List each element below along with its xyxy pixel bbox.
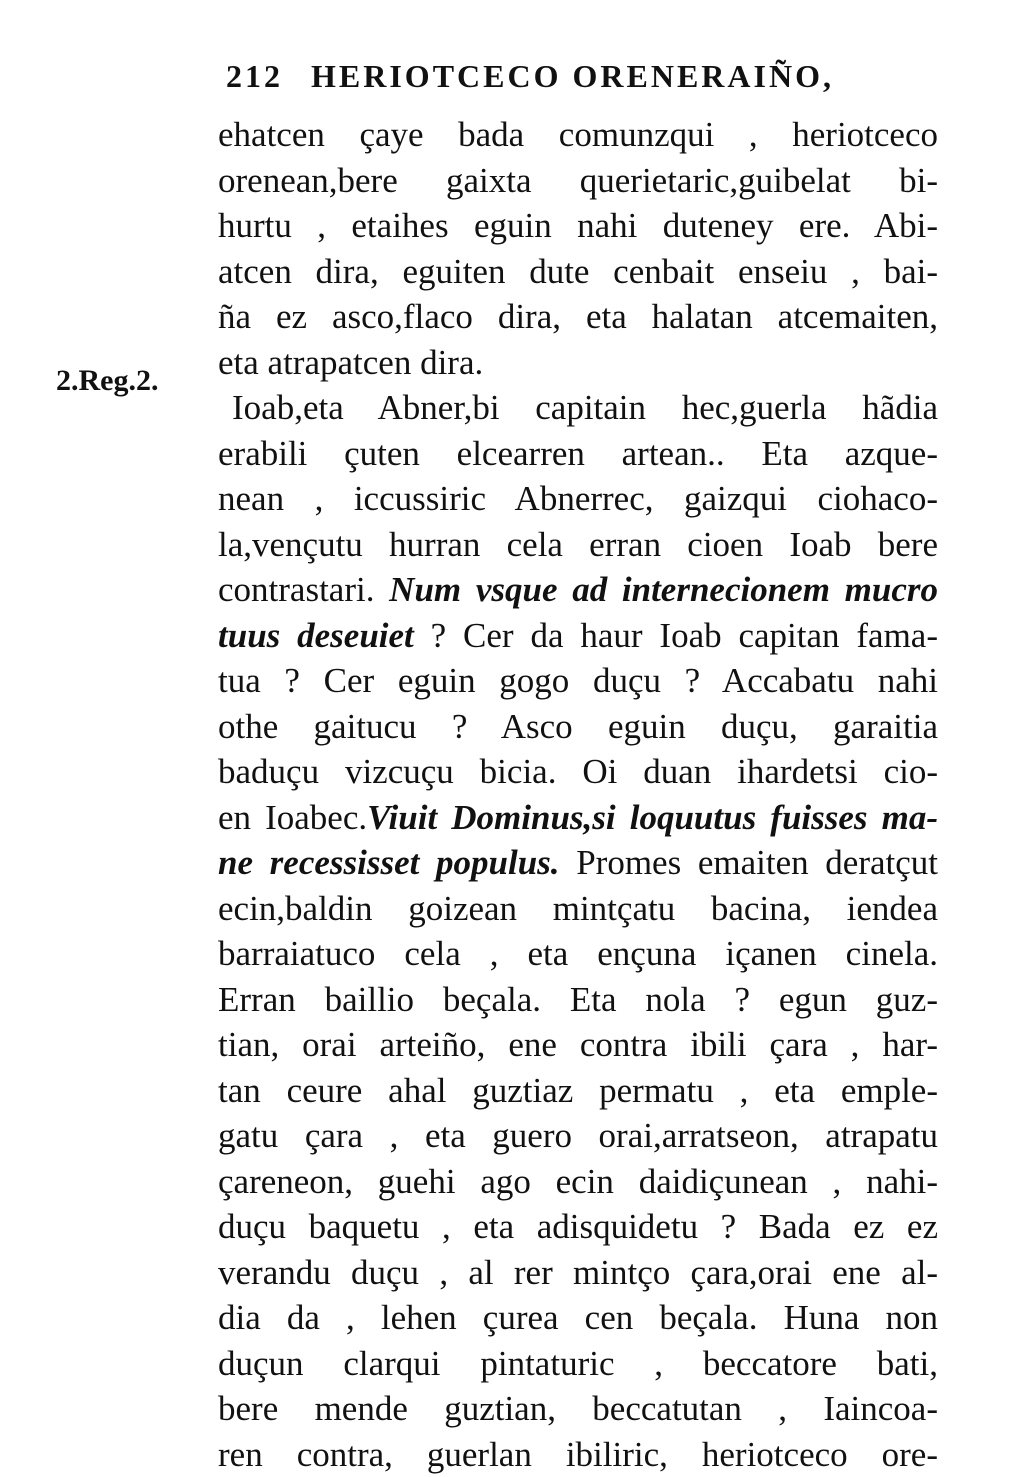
line-text: barraiatuco cela , eta ençuna içanen cinela. bbox=[218, 934, 938, 973]
line-text: tan ceure ahal guztiaz permatu , eta emple- bbox=[218, 1071, 938, 1110]
text-line bbox=[218, 340, 938, 386]
line-text: bere mende guztian, beccatutan , Iaincoa- bbox=[218, 1389, 938, 1428]
line-text: baduçu vizcuçu bicia. Oi duan ihardetsi cio- bbox=[218, 752, 938, 791]
text-line bbox=[218, 112, 938, 158]
line-text: tian, orai arteiño, ene contra ibili çara , har- bbox=[218, 1025, 938, 1064]
text-line bbox=[218, 294, 938, 340]
text-line bbox=[218, 1341, 938, 1387]
text-line bbox=[218, 385, 938, 431]
margin-reference: 2.Reg.2. bbox=[56, 364, 158, 398]
line-text: nean , iccussiric Abnerrec, gaizqui ciohaco- bbox=[218, 479, 938, 518]
body-text bbox=[218, 112, 938, 1477]
line-text: ? Cer da haur Ioab capitan fama- bbox=[414, 616, 938, 655]
text-line bbox=[218, 977, 938, 1023]
text-line bbox=[218, 1386, 938, 1432]
line-text: erabili çuten elcearren artean.. Eta azque- bbox=[218, 434, 938, 473]
text-line bbox=[218, 249, 938, 295]
line-text: ña ez asco,flaco dira, eta halatan atcemaiten, bbox=[218, 297, 938, 336]
latin-quote: Viuit Dominus,si loquutus fuisses ma- bbox=[367, 798, 938, 837]
line-text: hurtu , etaihes eguin nahi duteney ere. Abi- bbox=[218, 206, 938, 245]
text-line bbox=[218, 795, 938, 841]
line-text: gatu çara , eta guero orai,arratseon, atrapatu bbox=[218, 1116, 938, 1155]
line-text: Ioab,eta Abner,bi capitain hec,guerla hãdia bbox=[232, 388, 938, 427]
line-text: othe gaitucu ? Asco eguin duçu, garaitia bbox=[218, 707, 938, 746]
text-line bbox=[218, 1250, 938, 1296]
line-text: tua ? Cer eguin gogo duçu ? Accabatu nahi bbox=[218, 661, 938, 700]
text-line bbox=[218, 522, 938, 568]
latin-quote: Num vsque ad internecionem mucro bbox=[389, 570, 938, 609]
text-line bbox=[218, 158, 938, 204]
line-text: ehatcen çaye bada comunzqui , heriotceco bbox=[218, 115, 938, 154]
text-line bbox=[218, 749, 938, 795]
line-text: çareneon, guehi ago ecin daidiçunean , nahi- bbox=[218, 1162, 938, 1201]
line-text: ecin,baldin goizean mintçatu bacina, iendea bbox=[218, 889, 938, 928]
line-text: duçu baquetu , eta adisquidetu ? Bada ez ez bbox=[218, 1207, 938, 1246]
text-line bbox=[218, 931, 938, 977]
text-line bbox=[218, 1022, 938, 1068]
text-line bbox=[218, 431, 938, 477]
text-line bbox=[218, 840, 938, 886]
line-text: orenean,bere gaixta querietaric,guibelat bi- bbox=[218, 161, 938, 200]
line-text: en Ioabec. bbox=[218, 798, 367, 837]
text-line bbox=[218, 567, 938, 613]
text-line bbox=[218, 1295, 938, 1341]
line-text: la,vençutu hurran cela erran cioen Ioab bere bbox=[218, 525, 938, 564]
text-line bbox=[218, 613, 938, 659]
text-line bbox=[218, 1204, 938, 1250]
text-line bbox=[218, 1113, 938, 1159]
latin-quote: ne recessisset populus. bbox=[218, 843, 560, 882]
line-text: Promes emaiten deratçut bbox=[560, 843, 938, 882]
text-line bbox=[218, 886, 938, 932]
text-line bbox=[218, 476, 938, 522]
text-line bbox=[218, 203, 938, 249]
line-text: atcen dira, eguiten dute cenbait enseiu , bai- bbox=[218, 252, 938, 291]
latin-quote: tuus deseuiet bbox=[218, 616, 414, 655]
page-number: 212 bbox=[226, 58, 283, 94]
line-text: contrastari. bbox=[218, 570, 389, 609]
text-line bbox=[218, 1068, 938, 1114]
line-text: verandu duçu , al rer mintço çara,orai ene al- bbox=[218, 1253, 938, 1292]
line-text: ren contra, guerlan ibiliric, heriotceco ore- bbox=[218, 1435, 938, 1474]
running-header bbox=[226, 58, 946, 98]
text-line bbox=[218, 1432, 938, 1477]
line-text: eta atrapatcen dira. bbox=[218, 343, 483, 382]
text-line bbox=[218, 1159, 938, 1205]
line-text: dia da , lehen çurea cen beçala. Huna non bbox=[218, 1298, 938, 1337]
running-title: HERIOTCECO ORENERAIÑO, bbox=[311, 58, 834, 94]
text-line bbox=[218, 704, 938, 750]
line-text: Erran baillio beçala. Eta nola ? egun guz- bbox=[218, 980, 938, 1019]
text-line bbox=[218, 658, 938, 704]
line-text: duçun clarqui pintaturic , beccatore bati, bbox=[218, 1344, 938, 1383]
